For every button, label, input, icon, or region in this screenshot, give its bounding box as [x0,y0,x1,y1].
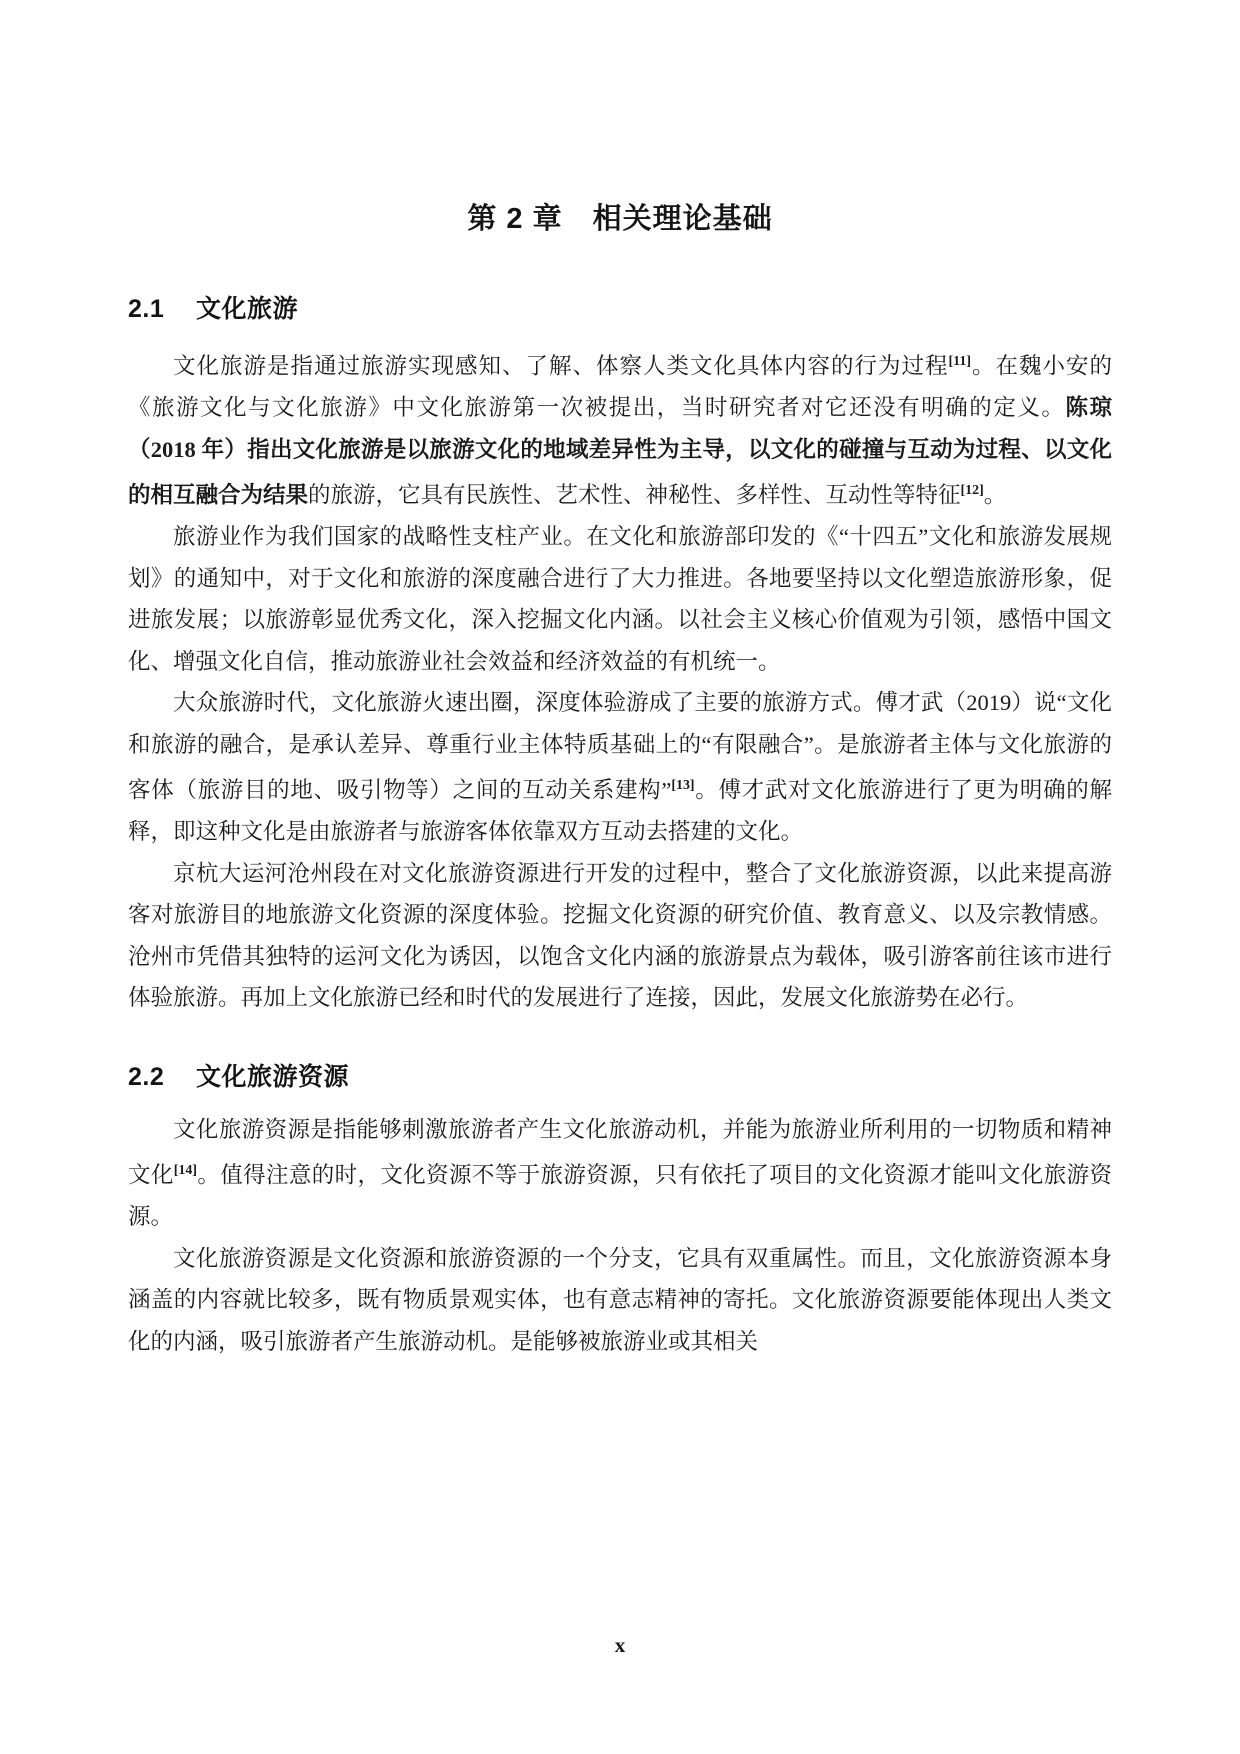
section-spacer [128,1019,1112,1057]
chapter-title: 第 2 章 相关理论基础 [467,203,773,235]
paragraph: 文化旅游资源是指能够刺激旅游者产生文化旅游动机，并能为旅游业所利用的一切物质和精神文化[14]。值得注意的时，文化资源不等于旅游资源，只有依托了项目的文化资源才能叫文化旅游资源。 [128,1116,1112,1229]
section-2-2 [128,1057,1112,1363]
section-title: 文化旅游资源 [196,1062,350,1091]
section-number: 2.1 [128,295,165,323]
paragraph: 文化旅游是指通过旅游实现感知、了解、体察人类文化具体内容的行为过程[11]。在魏小安的《旅游文化与文化旅游》中文化旅游第一次被提出，当时研究者对它还没有明确的定义。陈琼（2018 年）指出文化旅游是以旅游文化的地域差异性为主导，以文化的碰撞与互动为过程、以文化的相互融合为结果的旅游，它具有民族性、艺术性、神秘性、多样性、互动性等特征[12]。 [128,353,1112,508]
section-2-1 [128,289,1112,1019]
section-heading-2-1 [128,289,1112,325]
section-heading-2-2 [128,1057,1112,1093]
page-number: x [614,1633,626,1657]
paragraph: 京杭大运河沧州段在对文化旅游资源进行开发的过程中，整合了文化旅游资源，以此来提高游客对旅游目的地旅游文化资源的深度体验。挖掘文化资源的研究价值、教育意义、以及宗教情感。沧州市凭借其独特的运河文化为诱因，以饱含文化内涵的旅游景点为载体，吸引游客前往该市进行体验旅游。再加上文化旅游已经和时代的发展进行了连接，因此，发展文化旅游势在必行。 [128,860,1112,1010]
paragraph: 旅游业作为我们国家的战略性支柱产业。在文化和旅游部印发的《“十四五”文化和旅游发展规划》的通知中，对于文化和旅游的深度融合进行了大力推进。各地要坚持以文化塑造旅游形象，促进旅发展；以旅游彰显优秀文化，深入挖掘文化内涵。以社会主义核心价值观为引领，感悟中国文化、增强文化自信，推动旅游业社会效益和经济效益的有机统一。 [128,524,1112,674]
paragraph: 文化旅游资源是文化资源和旅游资源的一个分支，它具有双重属性。而且，文化旅游资源本身涵盖的内容就比较多，既有物质景观实体，也有意志精神的寄托。文化旅游资源要能体现出人类文化的内涵，吸引旅游者产生旅游动机。是能够被旅游业或其相关 [128,1245,1112,1354]
paragraph: 大众旅游时代，文化旅游火速出圈，深度体验游成了主要的旅游方式。傅才武（2019）说“文化和旅游的融合，是承认差异、尊重行业主体特质基础上的“有限融合”。是旅游者主体与文化旅游的客体（旅游目的地、吸引物等）之间的互动关系建构”[13]。傅才武对文化旅游进行了更为明确的解释，即这种文化是由旅游者与旅游客体依靠双方互动去搭建的文化。 [128,690,1112,844]
page-content [128,196,1112,1362]
section-number: 2.2 [128,1062,165,1091]
section-title: 文化旅游 [196,295,299,323]
